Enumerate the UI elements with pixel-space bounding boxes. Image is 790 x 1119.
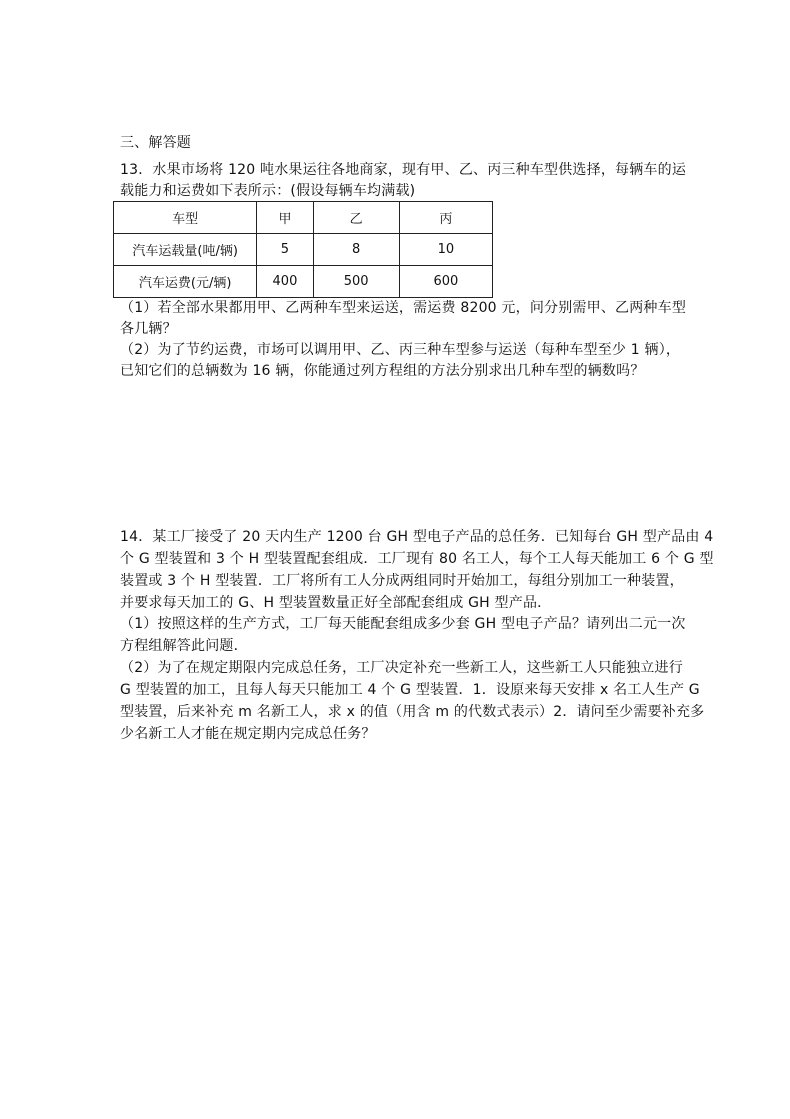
q14-part2-line-2: G 型装置的加工，且每人每天只能加工 4 个 G 型装置．1．设原来每天安排 x 名工人生产 G xyxy=(120,682,700,698)
table-cell: 5 xyxy=(257,234,313,266)
q14-part2-line-4: 少名新工人才能在规定期内完成总任务？ xyxy=(120,726,376,742)
section-title: 三、解答题 xyxy=(120,135,191,151)
table-row xyxy=(114,266,493,298)
table-header-row xyxy=(114,202,493,234)
q13-stem-line-2: 载能力和运费如下表所示：(假设每辆车均满载) xyxy=(120,183,416,199)
q14-stem-line-3: 装置或 3 个 H 型装置．工厂将所有工人分成两组同时开始加工，每组分别加工一种装置， xyxy=(120,573,684,589)
table-cell: 10 xyxy=(399,234,492,266)
table-cell: 600 xyxy=(399,266,492,298)
table-header-cell: 甲 xyxy=(257,202,313,234)
q14-stem-line-1: 14．某工厂接受了 20 天内生产 1200 台 GH 型电子产品的总任务．已知每台 GH 型产品由 4 xyxy=(120,529,714,545)
q14-part2-line-3: 型装置，后来补充 m 名新工人，求 x 的值（用含 m 的代数式表示）2．请问至少需要补充多 xyxy=(120,704,705,720)
q13-part2-line-2: 已知它们的总辆数为 16 辆，你能通过列方程组的方法分别求出几种车型的辆数吗？ xyxy=(120,363,645,379)
q14-stem-line-4: 并要求每天加工的 G、H 型装置数量正好全部配套组成 GH 型产品． xyxy=(120,595,552,611)
table-header-cell: 车型 xyxy=(114,202,257,234)
q13-stem-line-1: 13．水果市场将 120 吨水果运往各地商家，现有甲、乙、丙三种车型供选择，每辆车的运 xyxy=(120,162,687,178)
table-cell: 汽车运载量(吨/辆) xyxy=(114,234,257,266)
table-cell: 400 xyxy=(257,266,313,298)
q13-part1-line-1: （1）若全部水果都用甲、乙两种车型来运送，需运费 8200 元，问分别需甲、乙两种车型 xyxy=(120,300,687,316)
freight-table xyxy=(113,201,493,298)
q14-part1-line-2: 方程组解答此问题． xyxy=(120,638,248,654)
table-row xyxy=(114,234,493,266)
table-cell: 汽车运费(元/辆) xyxy=(114,266,257,298)
table-cell: 8 xyxy=(313,234,399,266)
q13-part2-line-1: （2）为了节约运费，市场可以调用甲、乙、丙三种车型参与运送（每种车型至少 1 辆）， xyxy=(120,342,681,358)
q14-stem-line-2: 个 G 型装置和 3 个 H 型装置配套组成．工厂现有 80 名工人，每个工人每天能加工 6 个 G 型 xyxy=(120,551,714,567)
table-header-cell: 乙 xyxy=(313,202,399,234)
q14-part2-line-1: （2）为了在规定期限内完成总任务，工厂决定补充一些新工人，这些新工人只能独立进行 xyxy=(120,660,683,676)
q13-part1-line-2: 各几辆？ xyxy=(120,321,177,337)
table-header-cell: 丙 xyxy=(399,202,492,234)
table-cell: 500 xyxy=(313,266,399,298)
q14-part1-line-1: （1）按照这样的生产方式，工厂每天能配套组成多少套 GH 型电子产品？请列出二元一次 xyxy=(120,616,686,632)
